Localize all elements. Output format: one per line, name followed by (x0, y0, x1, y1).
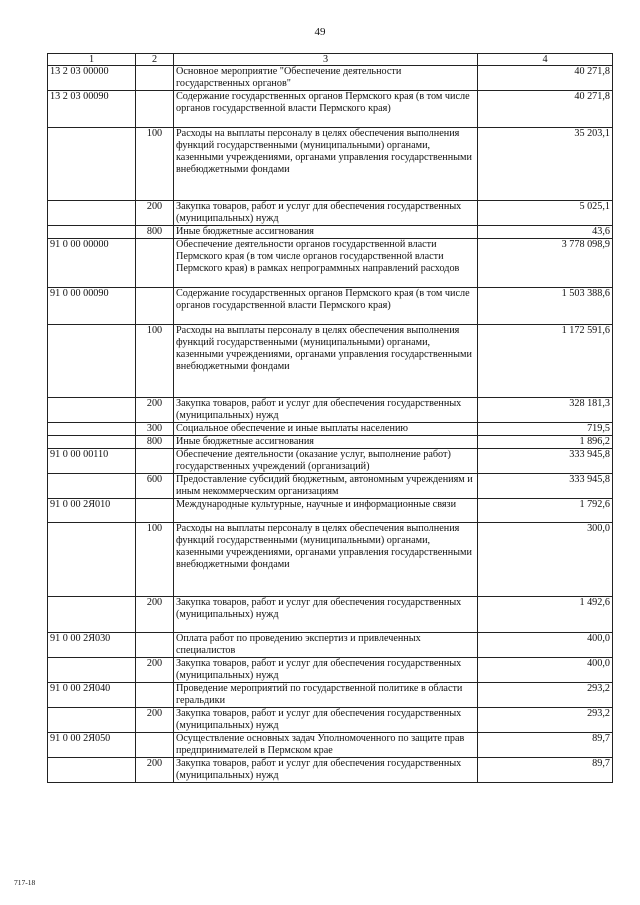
table-row (48, 449, 613, 474)
table-row (48, 226, 613, 239)
row-expense-type: 200 (136, 708, 174, 733)
row-description: Содержание государственных органов Пермского края (в том числе органов государственной власти Пермского края) (174, 288, 478, 325)
row-description: Иные бюджетные ассигнования (174, 226, 478, 239)
column-header: 1 (48, 54, 136, 66)
row-amount: 333 945,8 (478, 449, 613, 474)
row-expense-type: 800 (136, 226, 174, 239)
row-description: Закупка товаров, работ и услуг для обеспечения государственных (муниципальных) нужд (174, 758, 478, 783)
row-expense-type (136, 91, 174, 128)
table-row (48, 128, 613, 201)
table-row (48, 423, 613, 436)
row-code: 13 2 03 00000 (48, 66, 136, 91)
table-row (48, 474, 613, 499)
row-amount: 1 503 388,6 (478, 288, 613, 325)
row-amount: 5 025,1 (478, 201, 613, 226)
table-row (48, 66, 613, 91)
row-code: 91 0 00 00090 (48, 288, 136, 325)
page-number: 49 (314, 26, 326, 38)
table-row (48, 523, 613, 597)
row-amount: 43,6 (478, 226, 613, 239)
table-row (48, 239, 613, 288)
row-amount: 1 896,2 (478, 436, 613, 449)
row-code (48, 436, 136, 449)
row-description: Осуществление основных задач Уполномоченного по защите прав предпринимателей в Пермском крае (174, 733, 478, 758)
row-description: Закупка товаров, работ и услуг для обеспечения государственных (муниципальных) нужд (174, 201, 478, 226)
row-amount: 40 271,8 (478, 66, 613, 91)
column-header: 3 (174, 54, 478, 66)
row-amount: 3 778 098,9 (478, 239, 613, 288)
table-row (48, 436, 613, 449)
row-description: Расходы на выплаты персоналу в целях обеспечения выполнения функций государственными (муниципальными) органами, казенными учреждениями, органами управления государственными внебюджетными фондами (174, 523, 478, 597)
row-code (48, 597, 136, 633)
row-expense-type (136, 633, 174, 658)
row-description: Международные культурные, научные и информационные связи (174, 499, 478, 523)
row-expense-type: 200 (136, 398, 174, 423)
table-row (48, 733, 613, 758)
table-row (48, 633, 613, 658)
row-amount: 35 203,1 (478, 128, 613, 201)
row-description: Проведение мероприятий по государственной политике в области геральдики (174, 683, 478, 708)
row-description: Оплата работ по проведению экспертиз и привлеченных специалистов (174, 633, 478, 658)
row-description: Закупка товаров, работ и услуг для обеспечения государственных (муниципальных) нужд (174, 658, 478, 683)
row-description: Закупка товаров, работ и услуг для обеспечения государственных (муниципальных) нужд (174, 708, 478, 733)
row-amount: 1 172 591,6 (478, 325, 613, 398)
row-expense-type (136, 288, 174, 325)
budget-table (47, 53, 613, 783)
row-expense-type: 200 (136, 597, 174, 633)
row-description: Социальное обеспечение и иные выплаты населению (174, 423, 478, 436)
row-code (48, 523, 136, 597)
row-code: 13 2 03 00090 (48, 91, 136, 128)
table-row (48, 758, 613, 783)
row-description: Обеспечение деятельности (оказание услуг, выполнение работ) государственных учреждений (организаций) (174, 449, 478, 474)
footer-code: 717-18 (14, 878, 36, 887)
table-header-row (48, 54, 613, 66)
table-row (48, 398, 613, 423)
row-code (48, 226, 136, 239)
table-row (48, 708, 613, 733)
table-row (48, 91, 613, 128)
row-expense-type: 200 (136, 758, 174, 783)
row-description: Основное мероприятие "Обеспечение деятельности государственных органов" (174, 66, 478, 91)
table-row (48, 499, 613, 523)
row-amount: 333 945,8 (478, 474, 613, 499)
row-code: 91 0 00 00000 (48, 239, 136, 288)
row-code (48, 708, 136, 733)
row-expense-type: 300 (136, 423, 174, 436)
column-header: 4 (478, 54, 613, 66)
table-row (48, 288, 613, 325)
row-amount: 719,5 (478, 423, 613, 436)
row-expense-type: 800 (136, 436, 174, 449)
row-expense-type (136, 683, 174, 708)
table-body (48, 66, 613, 783)
row-amount: 89,7 (478, 733, 613, 758)
row-expense-type: 600 (136, 474, 174, 499)
table-row (48, 658, 613, 683)
row-code (48, 658, 136, 683)
row-code (48, 128, 136, 201)
row-amount: 1 792,6 (478, 499, 613, 523)
table-row (48, 683, 613, 708)
row-code (48, 758, 136, 783)
row-expense-type (136, 733, 174, 758)
row-expense-type: 200 (136, 658, 174, 683)
table-row (48, 597, 613, 633)
row-description: Закупка товаров, работ и услуг для обеспечения государственных (муниципальных) нужд (174, 398, 478, 423)
row-code (48, 474, 136, 499)
row-code (48, 201, 136, 226)
table-row (48, 201, 613, 226)
column-header: 2 (136, 54, 174, 66)
row-amount: 293,2 (478, 683, 613, 708)
row-expense-type (136, 449, 174, 474)
row-code: 91 0 00 2Я030 (48, 633, 136, 658)
row-description: Обеспечение деятельности органов государственной власти Пермского края (в том числе органов государственной власти Пермского края) в рамках непрограммных направлений расходов (174, 239, 478, 288)
row-expense-type: 100 (136, 128, 174, 201)
row-description: Расходы на выплаты персоналу в целях обеспечения выполнения функций государственными (муниципальными) органами, казенными учреждениями, органами управления государственными внебюджетными фондами (174, 128, 478, 201)
row-amount: 89,7 (478, 758, 613, 783)
row-expense-type (136, 239, 174, 288)
row-description: Закупка товаров, работ и услуг для обеспечения государственных (муниципальных) нужд (174, 597, 478, 633)
row-expense-type (136, 66, 174, 91)
row-amount: 400,0 (478, 658, 613, 683)
row-description: Иные бюджетные ассигнования (174, 436, 478, 449)
row-expense-type (136, 499, 174, 523)
row-description: Содержание государственных органов Пермского края (в том числе органов государственной власти Пермского края) (174, 91, 478, 128)
row-code: 91 0 00 2Я050 (48, 733, 136, 758)
row-expense-type: 200 (136, 201, 174, 226)
row-expense-type: 100 (136, 523, 174, 597)
row-description: Расходы на выплаты персоналу в целях обеспечения выполнения функций государственными (муниципальными) органами, казенными учреждениями, органами управления государственными внебюджетными фондами (174, 325, 478, 398)
row-code (48, 325, 136, 398)
row-expense-type: 100 (136, 325, 174, 398)
row-description: Предоставление субсидий бюджетным, автономным учреждениям и иным некоммерческим организациям (174, 474, 478, 499)
row-amount: 328 181,3 (478, 398, 613, 423)
row-amount: 40 271,8 (478, 91, 613, 128)
table-row (48, 325, 613, 398)
row-code (48, 398, 136, 423)
row-code: 91 0 00 00110 (48, 449, 136, 474)
row-code: 91 0 00 2Я040 (48, 683, 136, 708)
row-amount: 300,0 (478, 523, 613, 597)
row-amount: 1 492,6 (478, 597, 613, 633)
row-code: 91 0 00 2Я010 (48, 499, 136, 523)
row-amount: 293,2 (478, 708, 613, 733)
row-code (48, 423, 136, 436)
row-amount: 400,0 (478, 633, 613, 658)
